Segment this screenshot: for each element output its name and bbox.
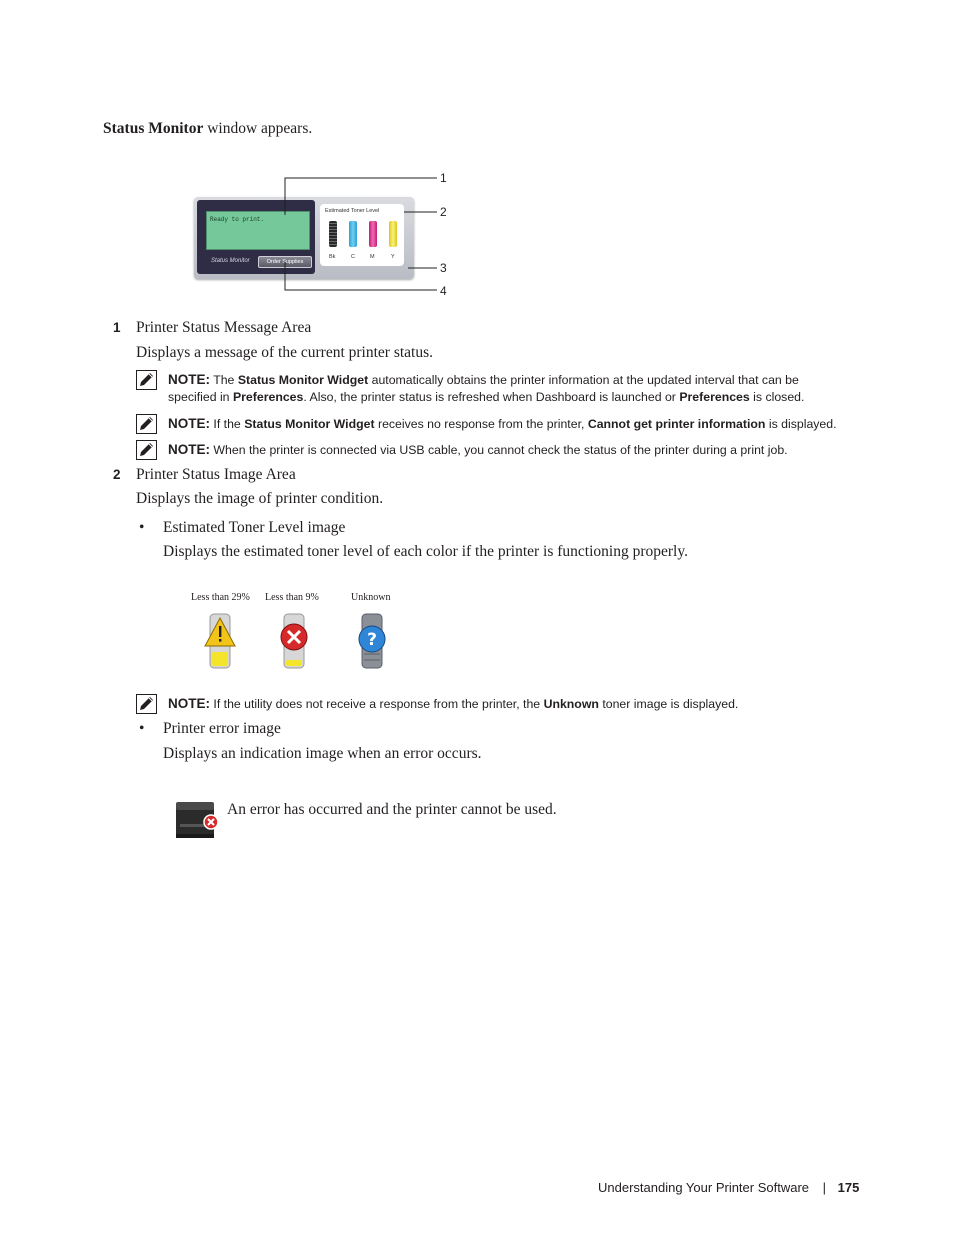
callout-3: 3 bbox=[440, 261, 447, 275]
intro-bold: Status Monitor bbox=[103, 120, 204, 137]
note-4-label: NOTE: bbox=[168, 696, 210, 711]
toner-label-m: M bbox=[370, 254, 375, 260]
note-3 bbox=[168, 441, 788, 459]
note-2-ui-status-monitor-widget: Status Monitor Widget bbox=[244, 417, 375, 431]
note-1-label: NOTE: bbox=[168, 372, 210, 387]
callout-2: 2 bbox=[440, 205, 447, 219]
printer-error-icon bbox=[175, 800, 219, 840]
bullet-2-desc: Displays an indication image when an error occurs. bbox=[163, 745, 482, 762]
note-2-text-3: is displayed. bbox=[765, 417, 837, 431]
bullet-1-desc: Displays the estimated toner level of each color if the printer is functioning properly. bbox=[163, 543, 688, 560]
svg-text:?: ? bbox=[367, 630, 377, 650]
footer-separator: | bbox=[822, 1180, 827, 1195]
bullet-2-title: Printer error image bbox=[163, 720, 281, 737]
toner-unknown-icon bbox=[355, 612, 389, 670]
note-2-text-1: If the bbox=[210, 417, 245, 431]
note-pencil-icon bbox=[136, 440, 157, 460]
intro-rest: window appears. bbox=[203, 120, 313, 137]
note-4-text-1: If the utility does not receive a response from the printer, the bbox=[210, 697, 544, 711]
status-message-text: Ready to print. bbox=[210, 216, 265, 223]
footer-section-title: Understanding Your Printer Software bbox=[598, 1180, 810, 1195]
note-1-ui-status-monitor-widget: Status Monitor Widget bbox=[237, 373, 369, 387]
note-1-ui-preferences-2: Preferences bbox=[679, 390, 750, 404]
note-4 bbox=[168, 695, 738, 713]
callout-lines bbox=[0, 0, 954, 320]
item-2-title: Printer Status Image Area bbox=[136, 466, 296, 483]
callout-4: 4 bbox=[440, 284, 447, 298]
note-1-text-2: automatically obtains the printer information at the updated interval that can be bbox=[368, 373, 799, 387]
note-1-text-1: The bbox=[210, 373, 238, 387]
item-1-desc: Displays a message of the current printer status. bbox=[136, 344, 433, 361]
note-pencil-icon bbox=[136, 694, 157, 714]
item-1-number: 1 bbox=[113, 320, 121, 335]
toner-label-c: C bbox=[351, 254, 355, 260]
note-2-text-2: receives no response from the printer, bbox=[374, 417, 588, 431]
order-supplies-label: Order Supplies bbox=[266, 259, 304, 265]
toner-empty-error-icon bbox=[277, 612, 311, 670]
note-3-text-1: When the printer is connected via USB cable, you cannot check the status of the printer during a print job. bbox=[210, 443, 788, 457]
note-3-label: NOTE: bbox=[168, 442, 210, 457]
callout-line-1 bbox=[285, 178, 437, 215]
bullet-2-marker: • bbox=[139, 720, 145, 737]
toner-state-caption-9: Less than 9% bbox=[265, 592, 319, 603]
callout-line-4 bbox=[285, 262, 437, 290]
toner-state-caption-29: Less than 29% bbox=[191, 592, 250, 603]
note-2-ui-cannot-get-info: Cannot get printer information bbox=[587, 417, 766, 431]
note-pencil-icon bbox=[136, 414, 157, 434]
note-1 bbox=[168, 371, 804, 406]
note-1-text-3: specified in bbox=[168, 390, 233, 404]
item-1-title: Printer Status Message Area bbox=[136, 319, 312, 336]
status-monitor-label: Status Monitor bbox=[211, 258, 250, 264]
printer-error-text: An error has occurred and the printer cannot be used. bbox=[227, 801, 557, 818]
page-footer bbox=[598, 1180, 859, 1195]
item-2-desc: Displays the image of printer condition. bbox=[136, 490, 384, 507]
page-number: 175 bbox=[837, 1180, 860, 1195]
toner-label-bk: Bk bbox=[329, 254, 336, 260]
note-1-ui-preferences-1: Preferences bbox=[232, 390, 304, 404]
bullet-1-marker: • bbox=[139, 519, 145, 536]
note-4-ui-unknown: Unknown bbox=[543, 697, 599, 711]
callout-1: 1 bbox=[440, 171, 447, 185]
note-1-text-5: is closed. bbox=[749, 390, 805, 404]
note-2 bbox=[168, 415, 837, 433]
note-2-label: NOTE: bbox=[168, 416, 210, 431]
toner-label-y: Y bbox=[391, 254, 395, 260]
toner-panel-title: Estimated Toner Level bbox=[325, 208, 380, 214]
bullet-1-title: Estimated Toner Level image bbox=[163, 519, 346, 536]
item-2-number: 2 bbox=[113, 467, 121, 482]
toner-state-caption-unknown: Unknown bbox=[351, 592, 391, 603]
note-4-text-2: toner image is displayed. bbox=[598, 697, 739, 711]
toner-low-warning-icon bbox=[203, 612, 237, 670]
note-pencil-icon bbox=[136, 370, 157, 390]
note-1-text-4: . Also, the printer status is refreshed when Dashboard is launched or bbox=[303, 390, 680, 404]
